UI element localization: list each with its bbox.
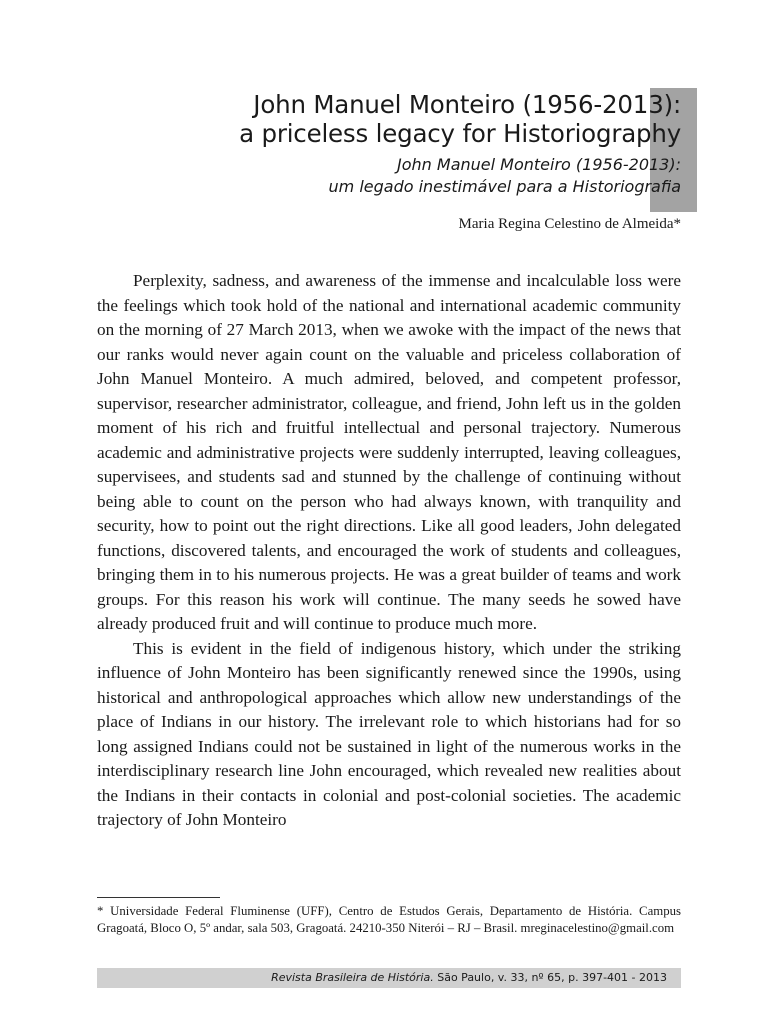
- body-paragraph-1: Perplexity, sadness, and awareness of the immense and incalculable loss were the feelings which took hold of the national and international academic community on the morning of 27 March 2013, when we awoke with the impact of the news that our ranks would never again count on the valuable and priceless collaboration of John Manuel Monteiro. A much admired, beloved, and competent professor, supervisor, researcher administrator, colleague, and friend, John left us in the golden moment of his rich and fruitful intellectual and personal trajectory. Numerous academic and administrative projects were suddenly interrupted, leaving colleagues, supervisees, and students sad and stunned by the challenge of continuing without being able to count on the person who had always known, with tranquility and security, how to point out the right directions. Like all good leaders, John delegated functions, discovered talents, and encouraged the work of students and colleagues, bringing them in to his numerous projects. He was a great builder of teams and work groups. For this reason his work will continue. The many seeds he sowed have already produced fruit and will continue to produce much more.: [97, 271, 681, 633]
- subtitle-line-1: John Manuel Monteiro (1956-2013):: [397, 155, 681, 174]
- title-line-2: a priceless legacy for Historiography: [239, 119, 681, 148]
- article-subtitle: [329, 154, 682, 198]
- article-body: [97, 269, 681, 833]
- footnote-divider: [97, 897, 220, 898]
- title-line-1: John Manuel Monteiro (1956-2013):: [253, 90, 681, 119]
- page-footer: [97, 968, 681, 988]
- body-paragraph-2: This is evident in the field of indigenous history, which under the striking influence of John Monteiro has been significantly renewed since the 1990s, using historical and anthropological approaches which allow new understandings of the place of Indians in our history. The irrelevant role to which historians had for so long assigned Indians could not be sustained in light of the numerous works in the interdisciplinary research line John encouraged, which revealed new realities about the Indians in their contacts in colonial and post-colonial societies. The academic trajectory of John Monteiro: [97, 638, 681, 829]
- author-name: Maria Regina Celestino de Almeida*: [458, 216, 681, 232]
- footer-journal-name: Revista Brasileira de História.: [271, 971, 434, 984]
- footer-citation: São Paulo, v. 33, nº 65, p. 397-401 - 2013: [433, 971, 667, 984]
- footer-citation-line: [271, 970, 667, 986]
- subtitle-line-2: um legado inestimável para a Historiografia: [328, 177, 681, 196]
- article-title: [239, 90, 681, 148]
- footnote: * Universidade Federal Fluminense (UFF), Centro de Estudos Gerais, Departamento de História. Campus Gragoatá, Bloco O, 5º andar, sala 503, Gragoatá. 24210-350 Niterói – RJ – Brasil. mreginacelestino@gmail.com: [97, 904, 681, 935]
